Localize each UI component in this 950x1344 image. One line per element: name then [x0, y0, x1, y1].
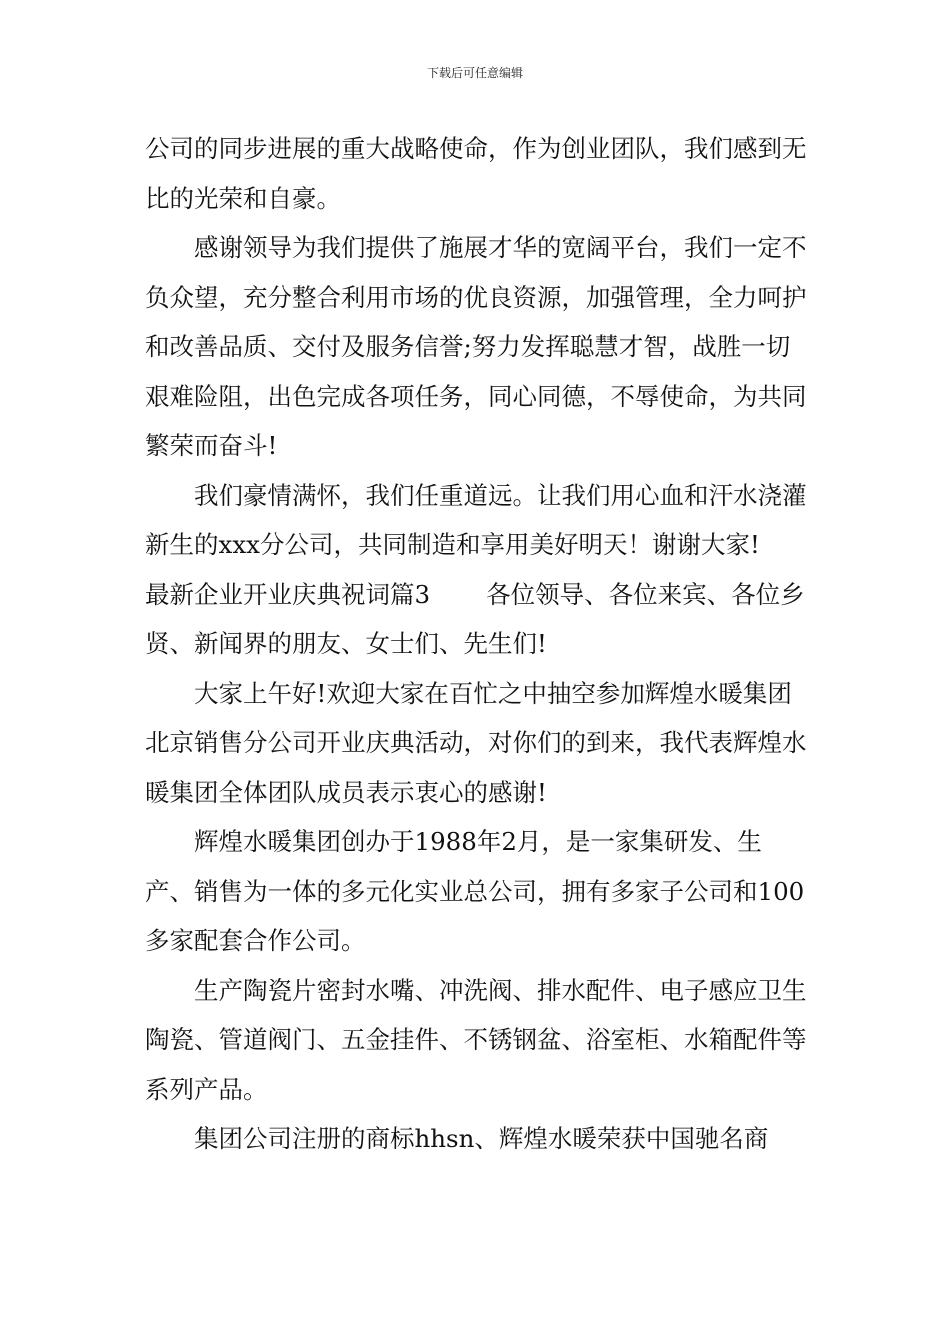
page-header: 下载后可任意编辑	[426, 66, 523, 80]
paragraph: 公司的同步进展的重大战略使命，作为创业团队，我们感到无比的光荣和自豪。	[145, 134, 807, 213]
document-body	[145, 124, 810, 1164]
paragraph: 感谢领导为我们提供了施展才华的宽阔平台，我们一定不负众望，充分整合利用市场的优良资源，加强管理，全力呵护和改善品质、交付及服务信誉;努力发挥聪慧才智，战胜一切艰难险阻，出色完成各项任务，同心同德，不辱使命，为共同繁荣而奋斗!	[145, 233, 807, 460]
section-title: 最新企业开业庆典祝词篇3	[145, 579, 431, 609]
paragraph: 生产陶瓷片密封水嘴、冲洗阀、排水配件、电子感应卫生陶瓷、管道阀门、五金挂件、不锈钢盆、浴室柜、水箱配件等系列产品。	[145, 975, 807, 1104]
section-paragraph	[145, 570, 810, 669]
paragraph: 集团公司注册的商标hhsn、辉煌水暖荣获中国驰名商	[194, 1124, 769, 1153]
paragraph: 辉煌水暖集团创办于1988年2月，是一家集研发、生产、销售为一体的多元化实业总公司，拥有多家子公司和100多家配套合作公司。	[145, 827, 805, 955]
section-greeting: 各位领导、各位来宾、各位乡贤、新闻界的朋友、女士们、先生们!	[145, 579, 805, 658]
paragraph: 我们豪情满怀，我们任重道远。让我们用心血和汗水浇灌新生的xxx分公司，共同制造和享用美好明天！谢谢大家!	[145, 480, 807, 559]
paragraph: 大家上午好!欢迎大家在百忙之中抽空参加辉煌水暖集团北京销售分公司开业庆典活动，对你们的到来，我代表辉煌水暖集团全体团队成员表示衷心的感谢!	[145, 678, 807, 807]
